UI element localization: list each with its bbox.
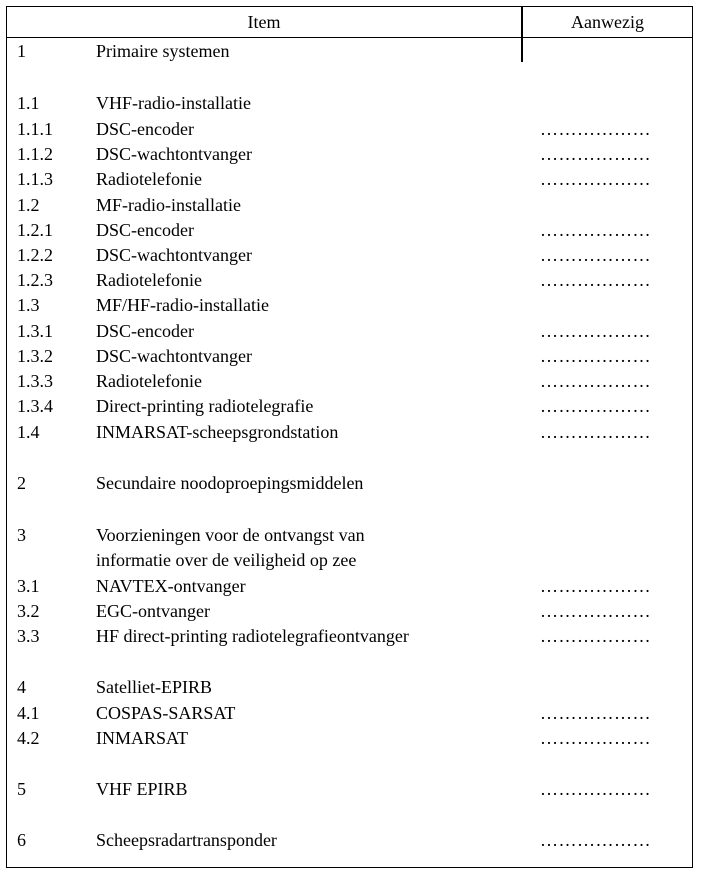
row-number: 1.2.3 bbox=[17, 270, 53, 290]
row-label: COSPAS-SARSAT bbox=[96, 703, 236, 723]
header-present: Aanwezig bbox=[571, 12, 644, 32]
table-header bbox=[7, 7, 692, 38]
row-number: 1.2.1 bbox=[17, 220, 53, 240]
table-row bbox=[7, 167, 692, 191]
row-label: DSC-wachtontvanger bbox=[96, 245, 252, 265]
table-row bbox=[7, 293, 692, 317]
present-fill-line: ……………… bbox=[540, 321, 651, 341]
present-fill-line: ……………… bbox=[540, 396, 651, 416]
present-fill-line: ……………… bbox=[540, 576, 651, 596]
present-fill-line: ……………… bbox=[540, 626, 651, 646]
row-label: VHF-radio-installatie bbox=[96, 93, 251, 113]
table-row bbox=[7, 319, 692, 343]
row-number: 2 bbox=[17, 473, 26, 493]
row-label: INMARSAT bbox=[96, 728, 189, 748]
row-label: DSC-wachtontvanger bbox=[96, 346, 252, 366]
row-label: MF/HF-radio-installatie bbox=[96, 295, 269, 315]
present-fill-line: ……………… bbox=[540, 220, 651, 240]
present-fill-line: ……………… bbox=[540, 422, 651, 442]
table-row bbox=[7, 777, 692, 801]
row-number: 5 bbox=[17, 779, 26, 799]
header-item: Item bbox=[247, 12, 281, 32]
table-row bbox=[7, 828, 692, 852]
row-label: Scheepsradartransponder bbox=[96, 830, 277, 850]
row-label: VHF EPIRB bbox=[96, 779, 188, 799]
row-label: HF direct-printing radiotelegrafieontvanger bbox=[96, 626, 409, 646]
table-row bbox=[7, 574, 692, 598]
present-fill-line: ……………… bbox=[540, 169, 651, 189]
row-label: MF-radio-installatie bbox=[96, 195, 241, 215]
table-row bbox=[7, 39, 692, 63]
table-row bbox=[7, 701, 692, 725]
row-number: 1.4 bbox=[17, 422, 40, 442]
row-number: 3 bbox=[17, 525, 26, 545]
row-number: 1.2.2 bbox=[17, 245, 53, 265]
table-row bbox=[7, 471, 692, 495]
row-number: 6 bbox=[17, 830, 26, 850]
table-row bbox=[7, 523, 692, 547]
row-number: 1.2 bbox=[17, 195, 40, 215]
row-number: 1 bbox=[17, 41, 26, 61]
row-number: 1.3.1 bbox=[17, 321, 53, 341]
table-row bbox=[7, 344, 692, 368]
table-row bbox=[7, 369, 692, 393]
row-number: 1.1.3 bbox=[17, 169, 53, 189]
row-number: 1.3.2 bbox=[17, 346, 53, 366]
row-number: 1.1.2 bbox=[17, 144, 53, 164]
row-label: Voorzieningen voor de ontvangst van bbox=[96, 525, 365, 545]
present-fill-line: ……………… bbox=[540, 728, 651, 748]
row-number: 1.3.4 bbox=[17, 396, 53, 416]
row-number: 3.3 bbox=[17, 626, 40, 646]
row-number: 3.2 bbox=[17, 601, 40, 621]
row-label: Secundaire noodoproepingsmiddelen bbox=[96, 473, 364, 493]
row-number: 1.3.3 bbox=[17, 371, 53, 391]
table-row bbox=[7, 193, 692, 217]
table-row bbox=[7, 675, 692, 699]
row-number: 1.3 bbox=[17, 295, 40, 315]
table-row bbox=[7, 243, 692, 267]
table-row bbox=[7, 726, 692, 750]
row-label: NAVTEX-ontvanger bbox=[96, 576, 246, 596]
row-number: 1.1 bbox=[17, 93, 40, 113]
present-fill-line: ……………… bbox=[540, 144, 651, 164]
present-fill-line: ……………… bbox=[540, 830, 651, 850]
table-row bbox=[7, 142, 692, 166]
equipment-table bbox=[6, 6, 693, 868]
row-label: Primaire systemen bbox=[96, 41, 230, 61]
table-row bbox=[7, 624, 692, 648]
row-label: DSC-wachtontvanger bbox=[96, 144, 252, 164]
row-label: Direct-printing radiotelegrafie bbox=[96, 396, 314, 416]
table-row bbox=[7, 268, 692, 292]
present-fill-line: ……………… bbox=[540, 601, 651, 621]
table-row bbox=[7, 91, 692, 115]
present-fill-line: ……………… bbox=[540, 779, 651, 799]
row-number: 1.1.1 bbox=[17, 119, 53, 139]
present-fill-line: ……………… bbox=[540, 703, 651, 723]
row-label: DSC-encoder bbox=[96, 220, 194, 240]
row-number: 3.1 bbox=[17, 576, 40, 596]
row-label: Radiotelefonie bbox=[96, 270, 202, 290]
row-label: Satelliet-EPIRB bbox=[96, 677, 212, 697]
row-number: 4 bbox=[17, 677, 26, 697]
row-label: Radiotelefonie bbox=[96, 169, 202, 189]
present-fill-line: ……………… bbox=[540, 119, 651, 139]
row-label: DSC-encoder bbox=[96, 321, 194, 341]
row-label: DSC-encoder bbox=[96, 119, 194, 139]
table-row bbox=[7, 548, 692, 572]
table-row bbox=[7, 117, 692, 141]
row-label: EGC-ontvanger bbox=[96, 601, 210, 621]
row-label: Radiotelefonie bbox=[96, 371, 202, 391]
table-row bbox=[7, 394, 692, 418]
present-fill-line: ……………… bbox=[540, 245, 651, 265]
row-label: informatie over de veiligheid op zee bbox=[96, 550, 357, 570]
table-row bbox=[7, 599, 692, 623]
table-row bbox=[7, 420, 692, 444]
row-number: 4.1 bbox=[17, 703, 40, 723]
table-row bbox=[7, 218, 692, 242]
row-label: INMARSAT-scheepsgrondstation bbox=[96, 422, 339, 442]
present-fill-line: ……………… bbox=[540, 346, 651, 366]
row-number: 4.2 bbox=[17, 728, 40, 748]
present-fill-line: ……………… bbox=[540, 371, 651, 391]
present-fill-line: ……………… bbox=[540, 270, 651, 290]
